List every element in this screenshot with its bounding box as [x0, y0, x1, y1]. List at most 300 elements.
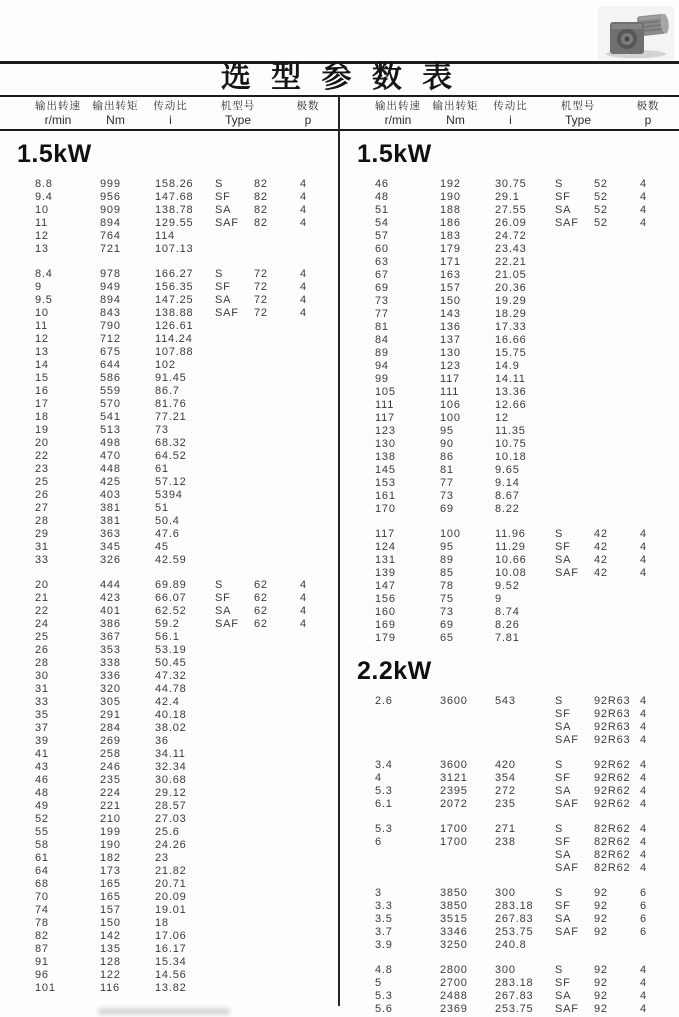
ratio-cell: 32.34: [155, 761, 187, 773]
poles-cell: [640, 606, 670, 619]
speed-cell: 26: [35, 644, 49, 656]
ratio-cell: 21.05: [495, 269, 527, 281]
poles-cell: [640, 477, 670, 490]
type-prefix-cell: S: [555, 695, 564, 707]
table-row: [35, 398, 339, 411]
speed-cell: 153: [375, 477, 396, 489]
ratio-cell: 7.81: [495, 632, 520, 644]
type-prefix-cell: [215, 878, 254, 891]
torque-cell: 143: [440, 308, 461, 320]
speed-cell: 14: [35, 359, 49, 371]
torque-cell: [440, 849, 495, 862]
torque-cell: 2369: [440, 1003, 468, 1015]
table-row: [35, 982, 339, 995]
type-prefix-cell: [215, 528, 254, 541]
speed-cell: 12: [35, 333, 49, 345]
type-size-cell: [254, 489, 300, 502]
type-prefix-cell: SF: [555, 191, 571, 203]
type-prefix-cell: [215, 761, 254, 774]
type-size-cell: [254, 709, 300, 722]
speed-cell: 3.3: [375, 900, 393, 912]
type-prefix-cell: SF: [215, 592, 231, 604]
type-prefix-cell: SA: [215, 605, 232, 617]
speed-cell: 4: [375, 772, 382, 784]
table-row: [35, 307, 339, 320]
speed-cell: 117: [375, 528, 395, 540]
ratio-cell: 14.11: [495, 373, 526, 385]
speed-cell: 147: [375, 580, 396, 592]
table-row: [35, 281, 339, 294]
ratio-cell: 253.75: [495, 926, 534, 938]
poles-cell: [640, 373, 670, 386]
ratio-cell: 91.45: [155, 372, 187, 384]
type-size-cell: [254, 800, 300, 813]
torque-cell: 570: [100, 398, 121, 410]
type-size-cell: [594, 632, 640, 645]
speed-cell: 23: [35, 463, 49, 475]
poles-cell: [300, 541, 330, 554]
speed-cell: 111: [375, 399, 395, 411]
table-row: [35, 450, 339, 463]
speed-cell: 67: [375, 269, 389, 281]
poles-cell: 4: [300, 618, 307, 630]
type-prefix-cell: S: [555, 759, 564, 771]
speed-cell: [375, 721, 440, 734]
table-row: [375, 528, 679, 541]
speed-cell: 5: [375, 977, 382, 989]
torque-cell: 157: [440, 282, 461, 294]
torque-cell: 235: [100, 774, 121, 786]
type-size-cell: [594, 230, 640, 243]
poles-cell: 4: [640, 204, 647, 216]
torque-cell: 85: [440, 567, 454, 579]
type-size-cell: [254, 787, 300, 800]
table-row: [35, 605, 339, 618]
type-prefix-cell: SAF: [555, 567, 579, 579]
type-prefix-cell: SF: [555, 836, 571, 848]
poles-cell: 4: [300, 592, 307, 604]
poles-cell: 4: [640, 695, 647, 707]
type-prefix-cell: [215, 735, 254, 748]
poles-cell: [300, 761, 330, 774]
type-prefix-cell: [555, 425, 594, 438]
ratio-cell: 28.57: [155, 800, 187, 812]
speed-cell: [375, 862, 440, 875]
type-size-cell: [594, 256, 640, 269]
torque-cell: 116: [100, 982, 120, 994]
ratio-cell: 53.19: [155, 644, 187, 656]
table-row: [35, 904, 339, 917]
type-size-cell: 92R62: [594, 798, 631, 810]
type-prefix-cell: [215, 411, 254, 424]
power-section-label: 1.5kW: [17, 140, 92, 168]
ratio-cell: 15.34: [155, 956, 187, 968]
ratio-cell: 21.82: [155, 865, 187, 877]
type-prefix-cell: SF: [215, 191, 231, 203]
ratio-cell: 24.26: [155, 839, 187, 851]
poles-cell: [300, 969, 330, 982]
type-size-cell: [254, 683, 300, 696]
table-row: [375, 347, 679, 360]
poles-cell: [300, 424, 330, 437]
ratio-cell: 25.6: [155, 826, 180, 838]
type-size-cell: [254, 411, 300, 424]
ratio-cell: 267.83: [495, 990, 534, 1002]
type-size-cell: [254, 554, 300, 567]
poles-cell: 4: [300, 268, 307, 280]
type-prefix-cell: SAF: [555, 217, 579, 229]
type-prefix-cell: [555, 412, 594, 425]
speed-cell: 8.4: [35, 268, 53, 280]
speed-cell: 160: [375, 606, 396, 618]
torque-cell: 764: [100, 230, 121, 242]
type-size-cell: [254, 891, 300, 904]
table-row: [35, 891, 339, 904]
type-prefix-cell: SF: [555, 772, 571, 784]
poles-cell: [640, 503, 670, 516]
ratio-cell: 17.06: [155, 930, 187, 942]
type-prefix-cell: [555, 282, 594, 295]
torque-cell: 122: [100, 969, 121, 981]
poles-cell: 4: [640, 862, 647, 874]
ratio-cell: 59.2: [155, 618, 180, 630]
type-prefix-cell: [215, 982, 254, 995]
type-prefix-cell: SA: [555, 554, 572, 566]
speed-cell: 54: [375, 217, 389, 229]
torque-cell: 3250: [440, 939, 468, 951]
torque-cell: 3121: [440, 772, 468, 784]
table-row: [375, 593, 679, 606]
table-row: [375, 785, 679, 798]
poles-cell: [300, 333, 330, 346]
model-group: [0, 178, 339, 256]
poles-cell: 6: [640, 900, 647, 912]
table-row: [375, 204, 679, 217]
type-size-cell: 62: [254, 618, 268, 630]
torque-cell: 1700: [440, 836, 468, 848]
ratio-cell: 147.25: [155, 294, 194, 306]
type-prefix-cell: [555, 438, 594, 451]
speed-cell: 117: [375, 412, 395, 424]
type-prefix-cell: SAF: [555, 926, 579, 938]
poles-cell: [640, 282, 670, 295]
torque-cell: 150: [440, 295, 461, 307]
ratio-cell: 81.76: [155, 398, 187, 410]
type-prefix-cell: [555, 490, 594, 503]
type-size-cell: [594, 438, 640, 451]
ratio-cell: 354: [495, 772, 516, 784]
poles-cell: 4: [640, 759, 647, 771]
table-row: [375, 695, 679, 708]
speed-cell: [375, 849, 440, 862]
type-size-cell: 92R62: [594, 785, 631, 797]
torque-cell: 470: [100, 450, 121, 462]
poles-cell: [640, 347, 670, 360]
type-size-cell: 72: [254, 294, 268, 306]
ratio-cell: 300: [495, 887, 516, 899]
torque-cell: 305: [100, 696, 121, 708]
type-size-cell: [254, 852, 300, 865]
torque-cell: 353: [100, 644, 121, 656]
table-row: [375, 178, 679, 191]
speed-cell: 170: [375, 503, 396, 515]
poles-cell: [300, 631, 330, 644]
torque-cell: 90: [440, 438, 454, 450]
ratio-cell: 235: [495, 798, 516, 810]
type-size-cell: [594, 477, 640, 490]
torque-cell: 894: [100, 217, 121, 229]
ratio-cell: 158.26: [155, 178, 194, 190]
speed-cell: 99: [375, 373, 389, 385]
table-row: [35, 748, 339, 761]
type-prefix-cell: [215, 541, 254, 554]
ratio-cell: 15.75: [495, 347, 527, 359]
poles-cell: 4: [640, 721, 647, 733]
poles-cell: 4: [300, 307, 307, 319]
type-prefix-cell: [555, 503, 594, 516]
type-prefix-cell: SA: [555, 721, 572, 733]
ratio-cell: 283.18: [495, 977, 534, 989]
poles-cell: [300, 463, 330, 476]
poles-cell: [300, 696, 330, 709]
poles-cell: 6: [640, 926, 647, 938]
table-row: [35, 424, 339, 437]
type-size-cell: [594, 619, 640, 632]
type-size-cell: 82R62: [594, 836, 631, 848]
type-prefix-cell: [215, 787, 254, 800]
type-prefix-cell: [215, 359, 254, 372]
type-size-cell: 82R62: [594, 823, 631, 835]
header-output-speed: 输出转速 r/min: [375, 100, 421, 127]
table-row: [375, 734, 679, 747]
type-prefix-cell: S: [555, 823, 564, 835]
ratio-cell: 11.35: [495, 425, 526, 437]
speed-cell: 25: [35, 476, 49, 488]
torque-cell: 142: [100, 930, 121, 942]
speed-cell: 105: [375, 386, 396, 398]
poles-cell: [300, 515, 330, 528]
torque-cell: 843: [100, 307, 121, 319]
page-title: 选 型 参 数 表: [220, 61, 459, 94]
type-prefix-cell: [215, 644, 254, 657]
table-row: [375, 772, 679, 785]
speed-cell: 11: [35, 217, 49, 229]
poles-cell: 4: [640, 836, 647, 848]
ratio-cell: 9.65: [495, 464, 520, 476]
table-row: [375, 900, 679, 913]
type-prefix-cell: [555, 632, 594, 645]
table-row: [375, 360, 679, 373]
type-prefix-cell: [555, 295, 594, 308]
torque-cell: 69: [440, 503, 454, 515]
type-size-cell: 42: [594, 528, 608, 540]
poles-cell: [300, 476, 330, 489]
ratio-cell: 44.78: [155, 683, 187, 695]
speed-cell: 61: [35, 852, 49, 864]
poles-cell: [300, 320, 330, 333]
ratio-cell: 17.33: [495, 321, 527, 333]
table-row: [375, 554, 679, 567]
torque-cell: 163: [440, 269, 461, 281]
type-size-cell: 92R63: [594, 695, 631, 707]
torque-cell: 188: [440, 204, 461, 216]
type-size-cell: [254, 541, 300, 554]
speed-cell: 20: [35, 437, 49, 449]
type-size-cell: [254, 670, 300, 683]
speed-cell: 70: [35, 891, 49, 903]
poles-cell: [640, 269, 670, 282]
table-row: [375, 477, 679, 490]
poles-cell: [300, 489, 330, 502]
torque-cell: 2395: [440, 785, 468, 797]
poles-cell: [640, 619, 670, 632]
poles-cell: [300, 930, 330, 943]
table-row: [375, 759, 679, 772]
table-row: [35, 437, 339, 450]
speed-cell: 124: [375, 541, 396, 553]
speed-cell: 3.7: [375, 926, 393, 938]
poles-cell: 4: [300, 281, 307, 293]
ratio-cell: 543: [495, 695, 516, 707]
type-size-cell: [254, 696, 300, 709]
ratio-cell: 9.14: [495, 477, 520, 489]
type-size-cell: [254, 515, 300, 528]
type-size-cell: [254, 982, 300, 995]
poles-cell: 4: [640, 178, 647, 190]
speed-cell: 94: [375, 360, 389, 372]
model-group: [340, 887, 679, 952]
torque-cell: 3850: [440, 900, 468, 912]
table-row: [375, 308, 679, 321]
speed-cell: 5.6: [375, 1003, 393, 1015]
torque-cell: 246: [100, 761, 121, 773]
type-prefix-cell: [555, 347, 594, 360]
type-size-cell: [254, 878, 300, 891]
speed-cell: 27: [35, 502, 49, 514]
ratio-cell: 8.22: [495, 503, 520, 515]
torque-cell: 123: [440, 360, 461, 372]
poles-cell: [640, 243, 670, 256]
ratio-cell: 42.59: [155, 554, 187, 566]
ratio-cell: [495, 862, 555, 875]
speed-cell: 78: [35, 917, 49, 929]
poles-cell: 4: [640, 798, 647, 810]
torque-cell: 3346: [440, 926, 468, 938]
type-size-cell: [254, 943, 300, 956]
table-row: [375, 887, 679, 900]
torque-cell: 721: [100, 243, 121, 255]
type-size-cell: [254, 631, 300, 644]
ratio-cell: 26.09: [495, 217, 527, 229]
torque-cell: 425: [100, 476, 121, 488]
poles-cell: [300, 346, 330, 359]
type-size-cell: 52: [594, 204, 608, 216]
speed-cell: 28: [35, 515, 49, 527]
ratio-cell: 40.18: [155, 709, 187, 721]
table-row: [375, 191, 679, 204]
type-size-cell: [594, 939, 640, 952]
type-size-cell: [254, 437, 300, 450]
torque-cell: 190: [100, 839, 121, 851]
ratio-cell: 420: [495, 759, 516, 771]
type-size-cell: [594, 464, 640, 477]
table-row: [375, 567, 679, 580]
ratio-cell: 20.36: [495, 282, 527, 294]
ratio-cell: 66.07: [155, 592, 187, 604]
poles-cell: [300, 774, 330, 787]
type-size-cell: 82R62: [594, 849, 631, 861]
type-prefix-cell: [215, 502, 254, 515]
ratio-cell: 271: [495, 823, 516, 835]
table-row: [375, 217, 679, 230]
ratio-cell: 114.24: [155, 333, 193, 345]
table-row: [375, 977, 679, 990]
type-prefix-cell: [215, 657, 254, 670]
ratio-cell: 19.01: [155, 904, 187, 916]
speed-cell: 49: [35, 800, 49, 812]
ratio-cell: 166.27: [155, 268, 194, 280]
type-prefix-cell: [215, 904, 254, 917]
torque-cell: 448: [100, 463, 121, 475]
speed-cell: 15: [35, 372, 49, 384]
ratio-cell: [495, 708, 555, 721]
torque-cell: 165: [100, 878, 121, 890]
poles-cell: 6: [640, 913, 647, 925]
type-size-cell: 42: [594, 541, 608, 553]
model-group: [340, 964, 679, 1016]
type-size-cell: [254, 346, 300, 359]
header-poles: 极数 p: [636, 100, 660, 127]
type-prefix-cell: [215, 722, 254, 735]
torque-cell: 3850: [440, 887, 468, 899]
poles-cell: [300, 230, 330, 243]
table-row: [375, 451, 679, 464]
type-prefix-cell: [215, 515, 254, 528]
type-size-cell: [594, 490, 640, 503]
poles-cell: 4: [300, 605, 307, 617]
ratio-cell: 12.66: [495, 399, 527, 411]
poles-cell: [640, 295, 670, 308]
torque-cell: 136: [440, 321, 461, 333]
type-size-cell: 42: [594, 567, 608, 579]
table-row: [35, 800, 339, 813]
table-row: [375, 269, 679, 282]
poles-cell: 4: [640, 849, 647, 861]
poles-cell: [300, 917, 330, 930]
speed-cell: 169: [375, 619, 396, 631]
table-row: [35, 956, 339, 969]
torque-cell: 165: [100, 891, 121, 903]
speed-cell: 26: [35, 489, 49, 501]
speed-cell: 22: [35, 605, 49, 617]
torque-cell: 978: [100, 268, 121, 280]
type-prefix-cell: S: [555, 887, 564, 899]
type-prefix-cell: S: [555, 528, 564, 540]
type-prefix-cell: [215, 696, 254, 709]
poles-cell: 4: [640, 990, 647, 1002]
torque-cell: 69: [440, 619, 454, 631]
ratio-cell: 126.61: [155, 320, 194, 332]
speed-cell: 156: [375, 593, 396, 605]
type-size-cell: [254, 813, 300, 826]
ratio-cell: 18.29: [495, 308, 527, 320]
type-size-cell: [254, 502, 300, 515]
torque-cell: 381: [100, 502, 121, 514]
type-size-cell: [254, 398, 300, 411]
ratio-cell: 107.13: [155, 243, 194, 255]
type-prefix-cell: SAF: [215, 307, 239, 319]
poles-cell: 4: [640, 528, 647, 540]
